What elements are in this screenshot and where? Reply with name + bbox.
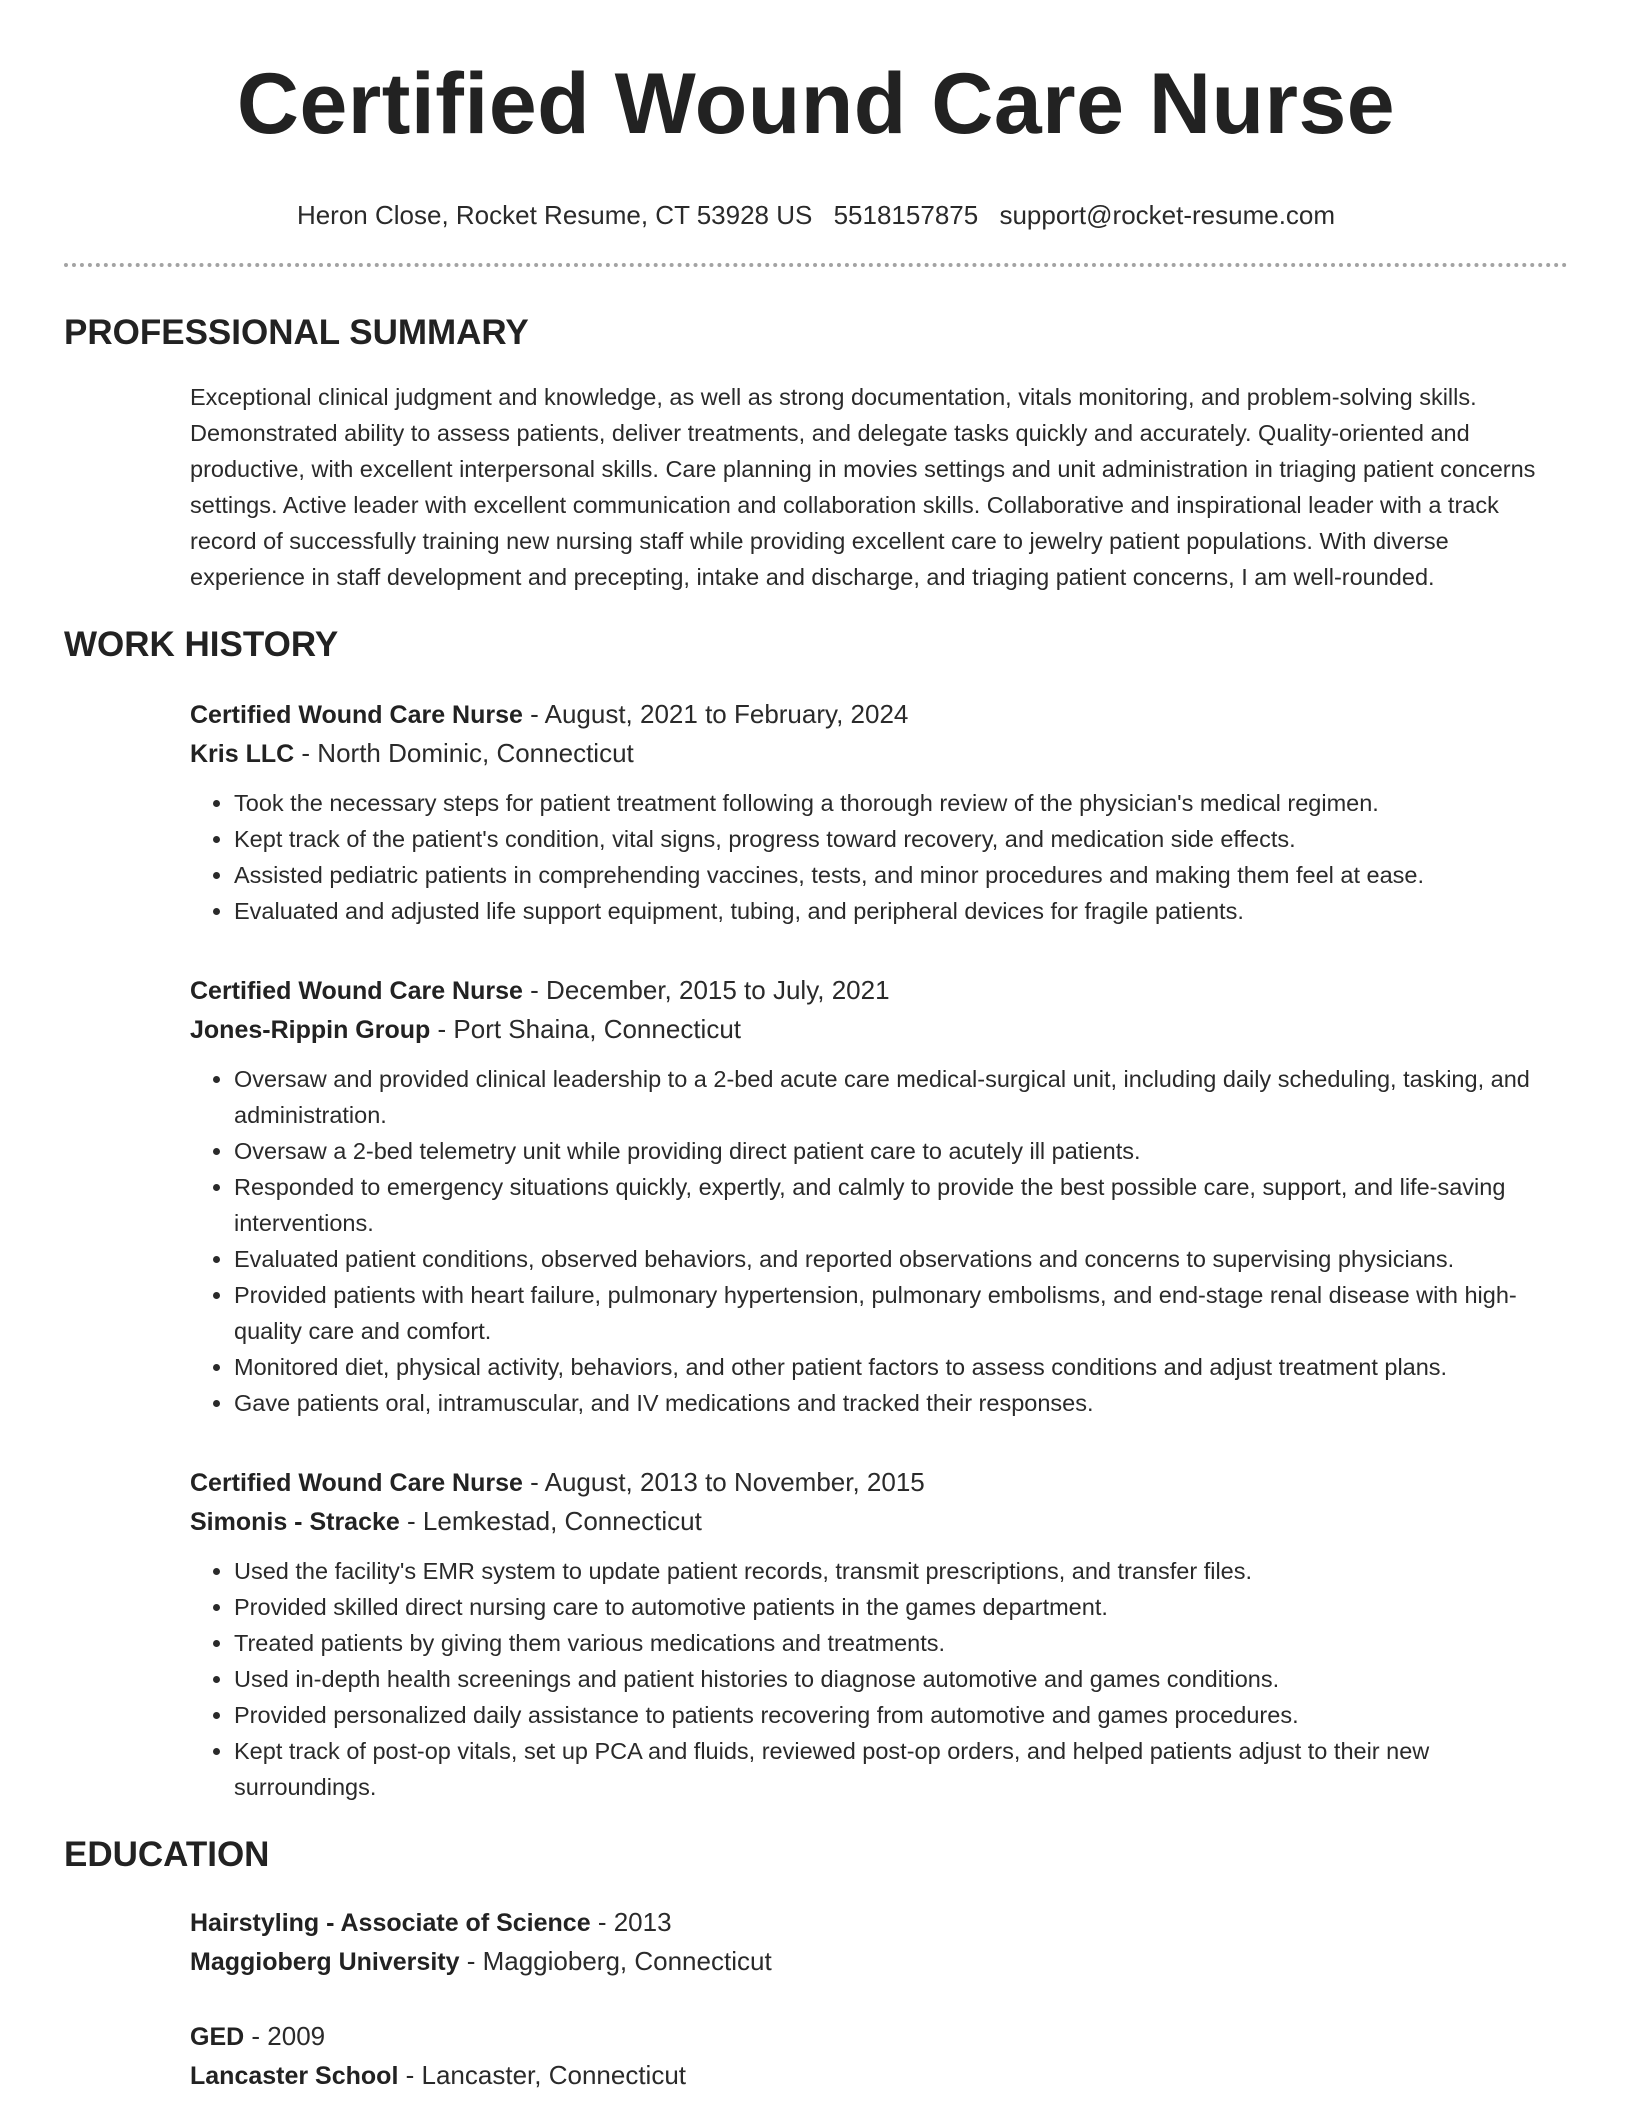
job-bullet: • Provided personalized daily assistance to patients recovering from automotive and games procedures.: [234, 1697, 1568, 1733]
job-location: - North Dominic, Connecticut: [294, 738, 634, 768]
job-bullet: • Treated patients by giving them various medications and treatments.: [234, 1625, 1568, 1661]
job-entry: [190, 695, 1568, 929]
education-year: - 2009: [244, 2021, 326, 2051]
job-company: Kris LLC: [190, 740, 295, 768]
job-title-line: [190, 695, 1568, 734]
section-title-education: EDUCATION: [64, 1835, 270, 1874]
job-company: Jones-Rippin Group: [190, 1016, 431, 1044]
job-bullet: • Oversaw a 2-bed telemetry unit while providing direct patient care to acutely ill patients.: [234, 1133, 1568, 1169]
education-year: - 2013: [590, 1907, 672, 1937]
education-location: - Lancaster, Connecticut: [398, 2060, 687, 2090]
job-role: Certified Wound Care Nurse: [190, 1469, 523, 1497]
job-company-line: [190, 734, 1568, 773]
candidate-name: Certified Wound Care Nurse: [236, 56, 1396, 152]
job-bullet: • Assisted pediatric patients in comprehending vaccines, tests, and minor procedures and making them feel at ease.: [234, 857, 1568, 893]
job-location: - Port Shaina, Connecticut: [430, 1014, 741, 1044]
job-bullet: • Kept track of post-op vitals, set up PCA and fluids, reviewed post-op orders, and helped patients adjust to their new surroundings.: [234, 1733, 1568, 1805]
education-degree: Hairstyling - Associate of Science: [190, 1909, 591, 1937]
education-school: Lancaster School: [190, 2062, 399, 2090]
summary-section: [190, 379, 1568, 595]
job-company-line: [190, 1010, 1568, 1049]
section-title-work-history: WORK HISTORY: [64, 625, 339, 664]
job-bullet: • Took the necessary steps for patient treatment following a thorough review of the physician's medical regimen.: [234, 785, 1568, 821]
job-bullet: • Used in-depth health screenings and patient histories to diagnose automotive and games conditions.: [234, 1661, 1568, 1697]
contact-line: [64, 198, 1568, 232]
job-bullets: [190, 1061, 1568, 1421]
job-bullet: • Provided skilled direct nursing care to automotive patients in the games department.: [234, 1589, 1568, 1625]
education-entry: [190, 1903, 1568, 1981]
education-entry: [190, 2017, 1568, 2095]
education-degree-line: [190, 1903, 1568, 1942]
job-bullet: • Kept track of the patient's condition, vital signs, progress toward recovery, and medication side effects.: [234, 821, 1568, 857]
education-degree: GED: [190, 2023, 245, 2051]
job-dates: - August, 2013 to November, 2015: [522, 1467, 925, 1497]
job-bullet: • Used the facility's EMR system to update patient records, transmit prescriptions, and transfer files.: [234, 1553, 1568, 1589]
job-bullet: • Oversaw and provided clinical leadership to a 2-bed acute care medical-surgical unit, including daily scheduling, tasking, and administration.: [234, 1061, 1568, 1133]
header-divider: [64, 263, 1568, 267]
job-company: Simonis - Stracke: [190, 1508, 400, 1536]
job-bullets: [190, 1553, 1568, 1805]
education-location: - Maggioberg, Connecticut: [459, 1946, 772, 1976]
job-bullet: • Responded to emergency situations quickly, expertly, and calmly to provide the best possible care, support, and life-saving interventions.: [234, 1169, 1568, 1241]
education-degree-line: [190, 2017, 1568, 2056]
job-bullet: • Gave patients oral, intramuscular, and IV medications and tracked their responses.: [234, 1385, 1568, 1421]
contact-email: support@rocket-resume.com: [999, 200, 1336, 230]
job-location: - Lemkestad, Connecticut: [399, 1506, 702, 1536]
job-title-line: [190, 971, 1568, 1010]
job-company-line: [190, 1502, 1568, 1541]
job-bullet: • Monitored diet, physical activity, behaviors, and other patient factors to assess conditions and adjust treatment plans.: [234, 1349, 1568, 1385]
work-history-section: [190, 695, 1568, 1805]
job-bullet: • Provided patients with heart failure, pulmonary hypertension, pulmonary embolisms, and end-stage renal disease with high-quality care and comfort.: [234, 1277, 1568, 1349]
job-bullet: • Evaluated and adjusted life support equipment, tubing, and peripheral devices for fragile patients.: [234, 893, 1568, 929]
job-role: Certified Wound Care Nurse: [190, 701, 523, 729]
job-title-line: [190, 1463, 1568, 1502]
contact-address: Heron Close, Rocket Resume, CT 53928 US: [296, 200, 813, 230]
education-school-line: [190, 1942, 1568, 1981]
job-entry: [190, 971, 1568, 1421]
education-school: Maggioberg University: [190, 1948, 460, 1976]
job-dates: - December, 2015 to July, 2021: [522, 975, 890, 1005]
contact-phone: 5518157875: [833, 200, 979, 230]
job-bullets: [190, 785, 1568, 929]
job-entry: [190, 1463, 1568, 1805]
job-bullet: • Evaluated patient conditions, observed behaviors, and reported observations and concerns to supervising physicians.: [234, 1241, 1568, 1277]
section-title-summary: PROFESSIONAL SUMMARY: [64, 313, 529, 352]
education-school-line: [190, 2056, 1568, 2095]
job-role: Certified Wound Care Nurse: [190, 977, 523, 1005]
summary-text: Exceptional clinical judgment and knowledge, as well as strong documentation, vitals monitoring, and problem-solving skills. Demonstrated ability to assess patients, deliver treatments, and delegate tasks quickly and accurately. Quality-oriented and productive, with excellent interpersonal skills. Care planning in movies settings and unit administration in triaging patient concerns settings. Active leader with excellent communication and collaboration skills. Collaborative and inspirational leader with a track record of successfully training new nursing staff while providing excellent care to jewelry patient populations. With diverse experience in staff development and precepting, intake and discharge, and triaging patient concerns, I am well-rounded.: [190, 384, 1536, 590]
job-dates: - August, 2021 to February, 2024: [522, 699, 909, 729]
education-section: [190, 1903, 1568, 2095]
